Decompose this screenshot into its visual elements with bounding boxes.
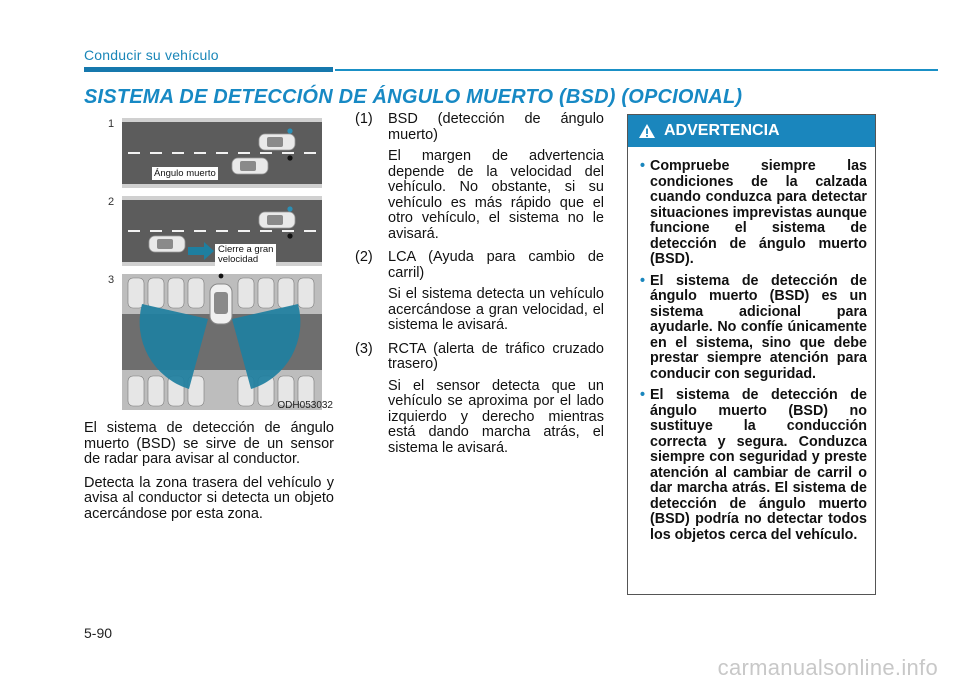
item-body: El margen de advertencia depende de la velocidad del vehículo. No obstante, si su vehículo es más rápido que el otro vehículo, el sistema no le avisará. — [388, 148, 604, 242]
label-closing-line-1: Cierre a gran — [218, 244, 274, 255]
warning-item-text: Compruebe siempre las condiciones de la calzada cuando conduzca para detectar situaciones imprevistas aunque funcione el sistema de detección de ángulo muerto (BSD). — [650, 158, 867, 267]
left-column — [84, 421, 334, 530]
item-number: (1) — [355, 111, 373, 127]
header-rule-dark — [84, 67, 333, 72]
intro-paragraph-2: Detecta la zona trasera del vehículo y avisa al conductor si detecta un objeto acercándose por esta zona. — [84, 474, 334, 522]
header-rule-light — [335, 69, 938, 71]
warning-item — [640, 159, 867, 268]
warning-list — [628, 159, 875, 543]
figure-number-3: 3 — [108, 274, 115, 286]
label-closing-line-2: velocidad — [218, 254, 259, 265]
item-body: Si el sensor detecta que un vehículo se aproxima por el lado izquierdo y derecho mientras está dando marcha atrás, el sistema le avisará. — [388, 377, 604, 456]
figure-code: ODH053032 — [277, 400, 333, 411]
warning-item-text: El sistema de detección de ángulo muerto (BSD) es un sistema adicional para ayudarle. No confíe únicamente en el sistema, sino que debe prestar siempre atención para conducir con seguridad. — [650, 272, 867, 382]
warning-title: ADVERTENCIA — [664, 122, 780, 139]
bsd-illustration — [84, 114, 337, 414]
item-number: (3) — [355, 340, 373, 357]
warning-item — [640, 388, 867, 543]
item-title: RCTA (alerta de tráfico cruzado trasero) — [388, 340, 604, 372]
section-label: Conducir su vehículo — [84, 47, 219, 63]
warning-item-text: El sistema de detección de ángulo muerto (BSD) no sustituye la conducción correcta y segura. Conduzca siempre con seguridad y preste atención al cambiar de carril o dar marcha atrás. El sistema de detección de ángulo muerto (BSD) podría no detectar todos los objetos cerca del vehículo. — [650, 387, 867, 543]
bullet-icon: • — [640, 158, 646, 174]
label-closing-speed — [215, 244, 276, 266]
middle-column — [355, 112, 604, 464]
item-body: Si el sistema detecta un vehículo acercándose a gran velocidad, el sistema le avisará. — [388, 286, 604, 333]
label-blind-spot: Ángulo muerto — [154, 168, 216, 179]
figure-number-1: 1 — [108, 118, 115, 130]
bsd-illustration-svg — [84, 114, 337, 414]
intro-paragraph-1: El sistema de detección de ángulo muerto (BSD) se sirve de un sensor de radar para avisar al conductor. — [84, 420, 334, 467]
list-item — [355, 250, 604, 334]
item-title: BSD (detección de ángulo muerto) — [388, 111, 604, 143]
warning-header — [628, 115, 875, 147]
page-number: 5-90 — [84, 625, 113, 641]
bullet-icon: • — [640, 387, 646, 403]
figure-number-2: 2 — [108, 196, 115, 208]
warning-item — [640, 274, 867, 383]
bullet-icon: • — [640, 272, 646, 289]
item-title: LCA (Ayuda para cambio de carril) — [388, 249, 604, 281]
warning-triangle-icon — [638, 123, 656, 139]
warning-box — [627, 114, 876, 595]
watermark: carmanualsonline.info — [717, 655, 938, 680]
item-number: (2) — [355, 249, 373, 265]
list-item — [355, 342, 604, 457]
page-title: SISTEMA DE DETECCIÓN DE ÁNGULO MUERTO (BSD) (OPCIONAL) — [84, 86, 743, 108]
list-item — [355, 112, 604, 242]
